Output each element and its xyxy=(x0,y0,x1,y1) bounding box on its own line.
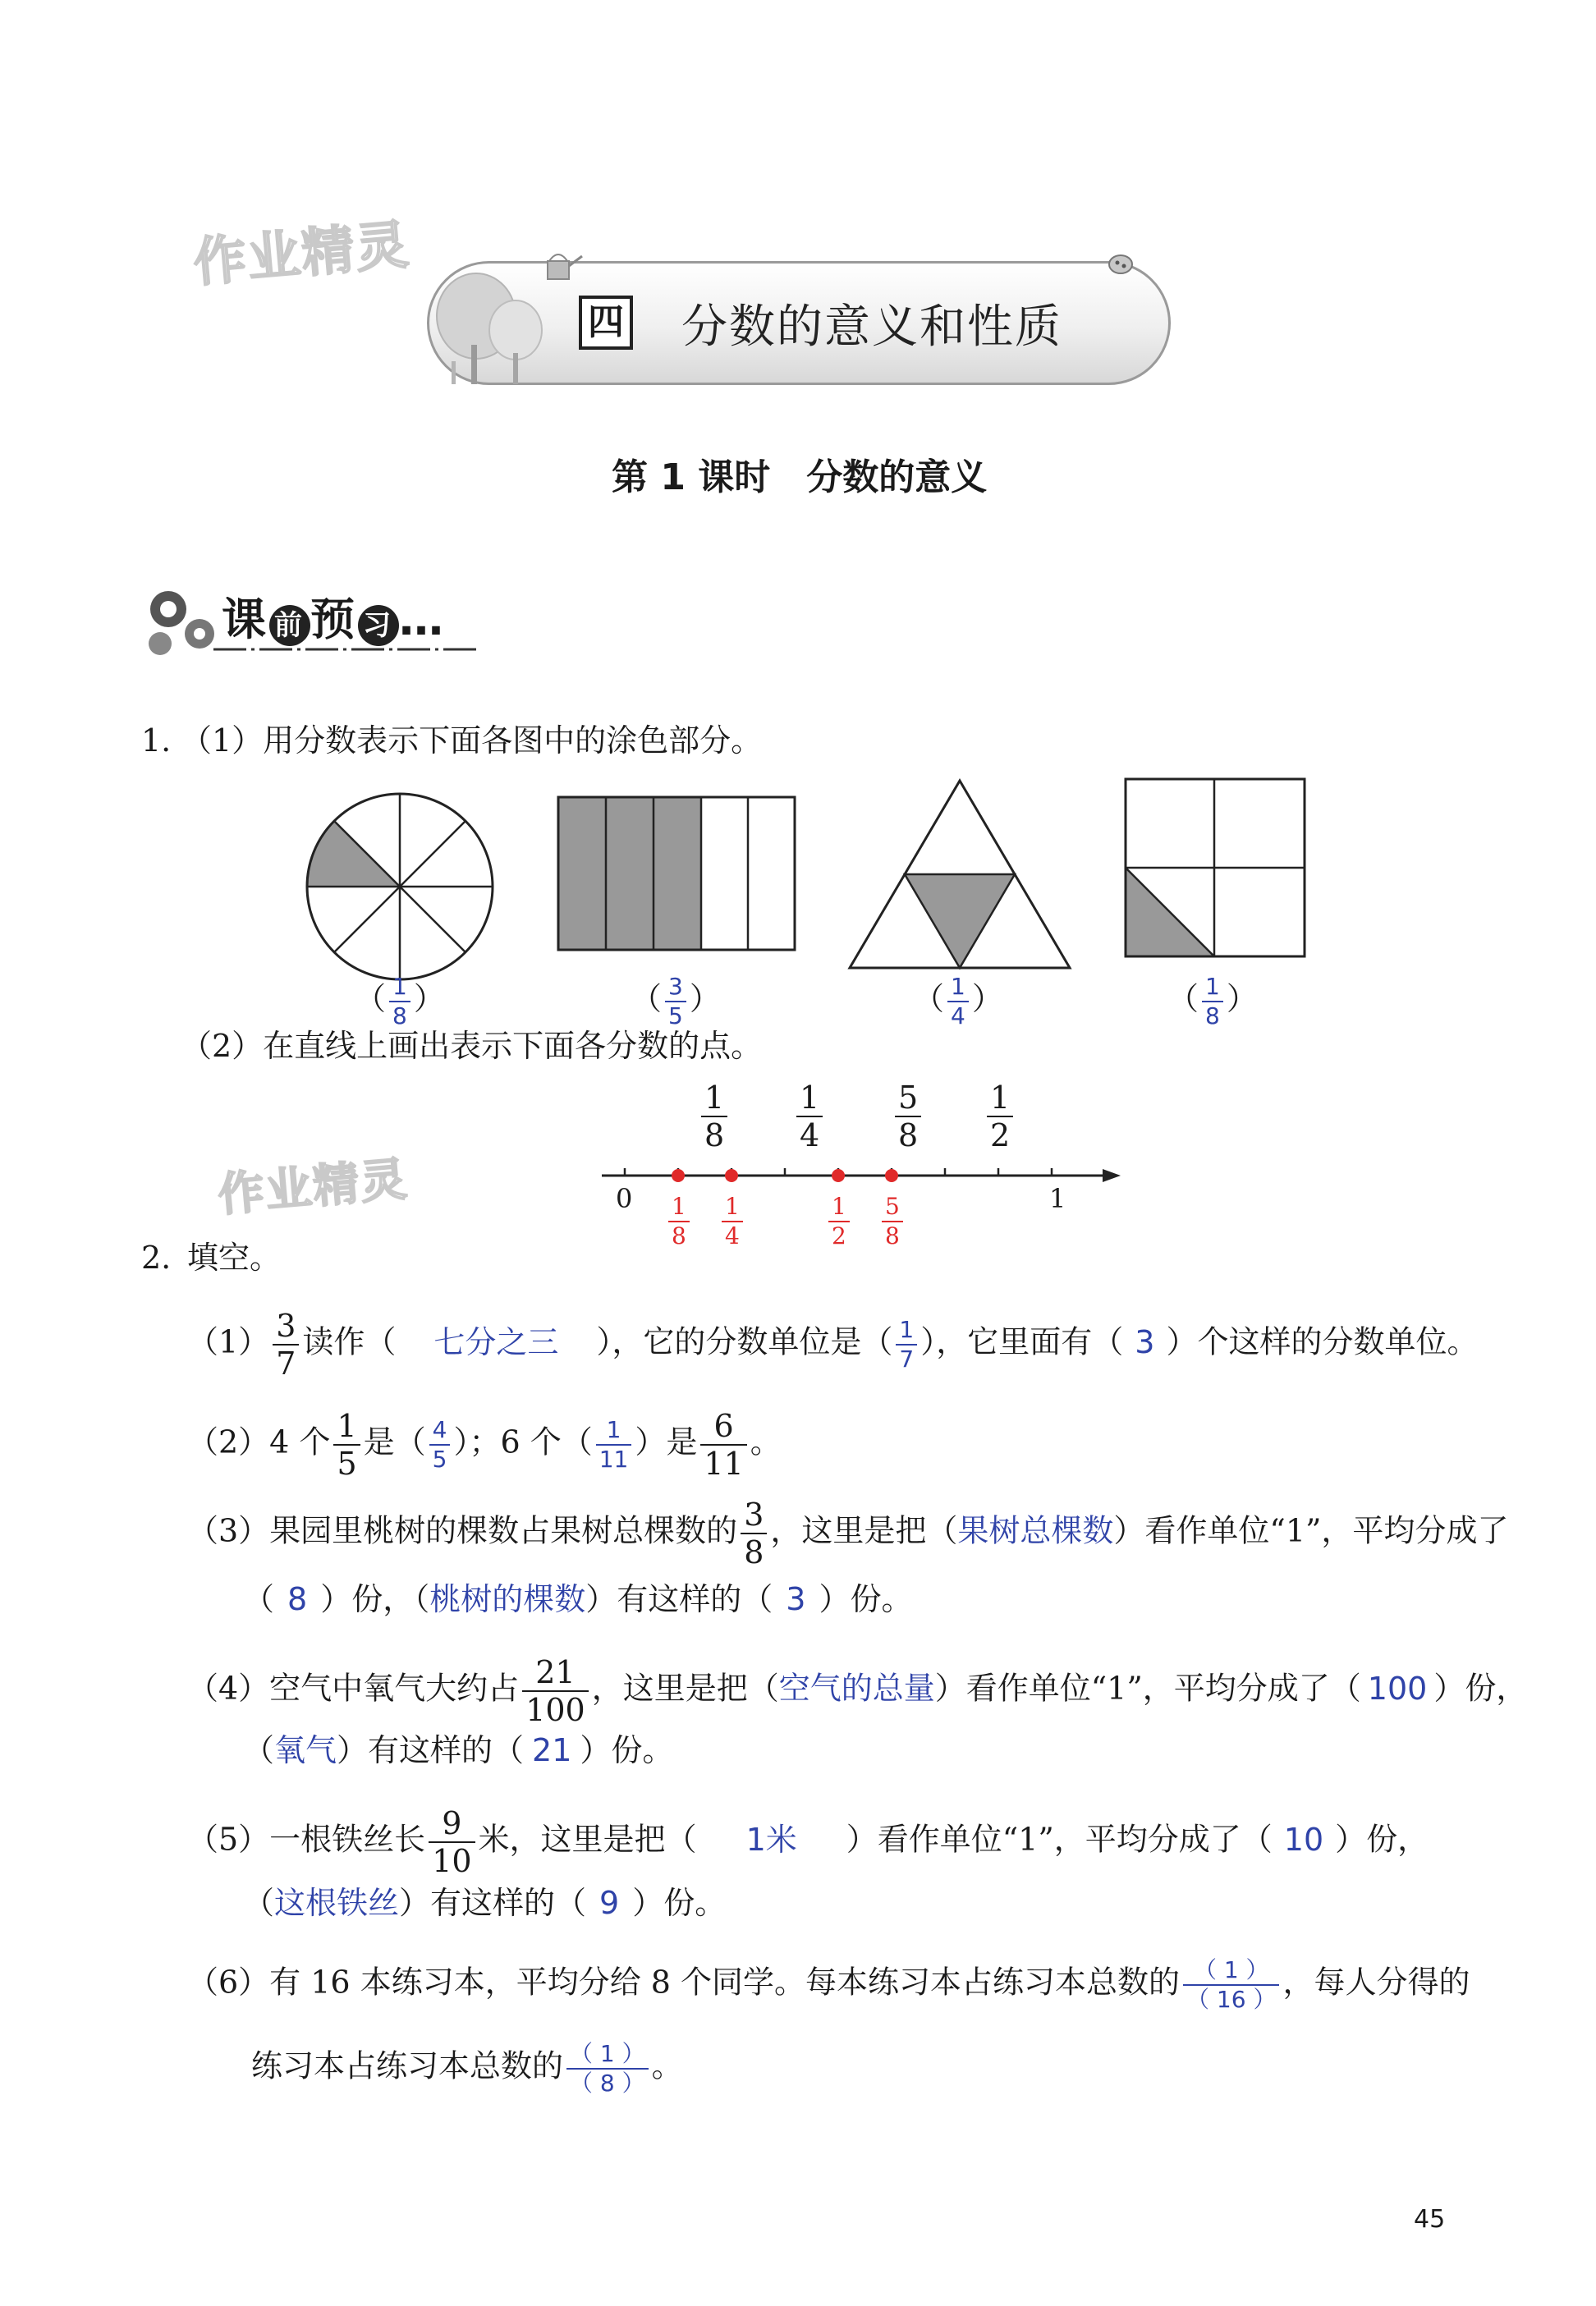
figure-rectangle-fifths xyxy=(556,795,798,952)
marker-1-2 xyxy=(832,1169,845,1182)
q1-part1-prompt: （1）用分数表示下面各图中的涂色部分。 xyxy=(181,722,763,759)
marked-fraction-4: $\frac{5}{8}$ xyxy=(878,1195,906,1248)
marker-5-8 xyxy=(885,1169,898,1182)
answer-rectangle: （ $\frac{3}{5}$ ） xyxy=(631,973,721,1029)
q2-title: 填空。 xyxy=(187,1240,282,1276)
section-tag-char-1: 课 xyxy=(222,594,269,645)
q2-item-5-line1: （5）一根铁丝长 $\frac{9}{10}$ 米，这里是把（ 1米 ）看作单位“1”，平均分成了（ 10 ）份， xyxy=(187,1805,1429,1879)
axis-label-one: 1 xyxy=(1049,1183,1066,1214)
section-tag-preview xyxy=(222,585,447,648)
axis-label-zero: 0 xyxy=(616,1183,633,1214)
given-fraction-3: $\frac{5}{8}$ xyxy=(892,1082,924,1151)
ladybug-icon xyxy=(1096,246,1145,279)
section-tag-char-4: 习 xyxy=(358,605,399,646)
given-fraction-4: $\frac{1}{2}$ xyxy=(984,1082,1016,1151)
q2-item-6-line1: （6）有 16 本练习本，平均分给 8 个同学。每本练习本占练习本总数的 $\frac{( 1 )}{( 16 )}$ ，每人分得的 xyxy=(187,1956,1470,2013)
q1-number: 1. xyxy=(141,722,172,759)
watermark-top: 作业精灵 xyxy=(190,214,413,295)
q2-number: 2. xyxy=(141,1240,172,1276)
figure-square-eighths xyxy=(1123,777,1308,959)
marked-fraction-1: $\frac{1}{8}$ xyxy=(665,1195,693,1248)
q2-item-2: （2）4 个 $\frac{1}{5}$ 是（ $\frac{4}{5}$ ）；6 个（ $\frac{1}{11}$ ）是 $\frac{6}{11}$ 。 xyxy=(187,1408,782,1482)
q2-item-3-line1: （3）果园里桃树的棵数占果树总棵数的 $\frac{3}{8}$ ，这里是把（果树总棵数）看作单位“1”，平均分成了 xyxy=(187,1497,1509,1570)
figure-triangle-quarters xyxy=(847,778,1073,971)
section-underline xyxy=(213,644,476,656)
answer-circle: （ $\frac{1}{8}$ ） xyxy=(355,973,445,1029)
q2-item-3-line2: （ 8 ）份，（桃树的棵数）有这样的（ 3 ）份。 xyxy=(243,1581,913,1617)
circle-shaded-sector xyxy=(307,821,400,887)
marker-1-8 xyxy=(672,1169,685,1182)
marker-1-4 xyxy=(725,1169,738,1182)
q2-item-6-line2: 练习本占练习本总数的 $\frac{( 1 )}{( 8 )}$ 。 xyxy=(251,2040,683,2097)
page-number: 45 xyxy=(1414,2205,1446,2234)
watering-can-icon xyxy=(538,246,587,287)
lesson-title: 第 1 课时 分数的意义 xyxy=(612,456,988,498)
q2-item-4-line2: （氧气）有这样的（ 21 ）份。 xyxy=(243,1732,674,1768)
section-tag-dots: … xyxy=(399,594,447,645)
marked-fraction-2: $\frac{1}{4}$ xyxy=(718,1195,746,1248)
given-fraction-1: $\frac{1}{8}$ xyxy=(698,1082,731,1151)
answer-triangle: （ $\frac{1}{4}$ ） xyxy=(913,973,1003,1029)
watermark-middle: 作业精灵 xyxy=(216,1152,410,1222)
q1-part2-prompt: （2）在直线上画出表示下面各分数的点。 xyxy=(181,1028,763,1064)
chapter-title: 分数的意义和性质 xyxy=(681,300,1062,354)
answer-square: （ $\frac{1}{8}$ ） xyxy=(1167,973,1258,1029)
figure-circle-eighths xyxy=(297,784,502,989)
section-tag-char-3: 预 xyxy=(310,594,358,645)
marked-fraction-3: $\frac{1}{2}$ xyxy=(825,1195,853,1248)
given-fraction-2: $\frac{1}{4}$ xyxy=(793,1082,826,1151)
chapter-number: 四 xyxy=(579,296,633,350)
q2-item-1: （1） $\frac{3}{7}$ 读作（ 七分之三 ），它的分数单位是（ $\frac{1}{7}$ ），它里面有（ 3 ）个这样的分数单位。 xyxy=(187,1308,1479,1382)
q2-item-4-line1: （4）空气中氧气大约占 $\frac{21}{100}$ ，这里是把（空气的总量）看作单位“1”，平均分成了（ 100 ）份， xyxy=(187,1654,1528,1728)
section-tag-char-2: 前 xyxy=(269,605,310,646)
q2-item-5-line2: （这根铁丝）有这样的（ 9 ）份。 xyxy=(243,1885,727,1921)
